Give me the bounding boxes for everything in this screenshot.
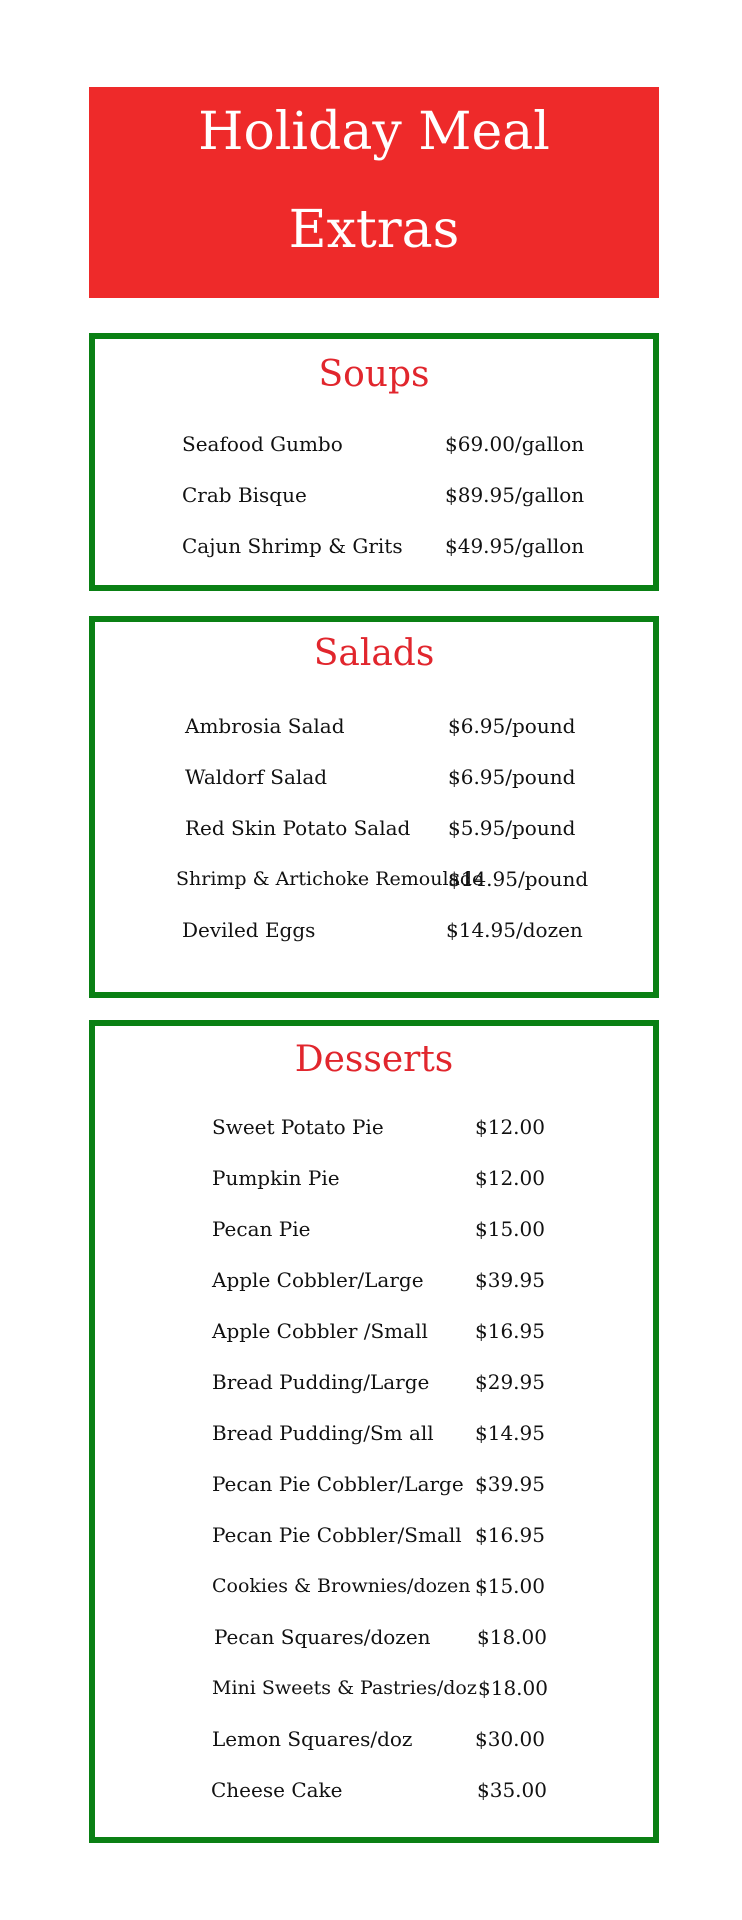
item-price: $69.00/gallon — [445, 432, 585, 456]
item-name: Pecan Pie — [212, 1217, 311, 1241]
item-name: Pecan Pie Cobbler/Small — [212, 1523, 462, 1547]
salads-title: Salads — [313, 633, 435, 674]
item-name: Ambrosia Salad — [185, 714, 345, 738]
item-price: $89.95/gallon — [445, 483, 585, 507]
item-name: Lemon Squares/doz — [212, 1727, 413, 1751]
soups-title: Soups — [318, 354, 430, 395]
item-price: $5.95/pound — [448, 816, 576, 840]
item-price: $6.95/pound — [448, 714, 576, 738]
item-name: Red Skin Potato Salad — [185, 816, 411, 840]
item-price: $14.95/dozen — [446, 918, 583, 942]
item-price: $16.95 — [475, 1523, 545, 1547]
item-name: Mini Sweets & Pastries/doz — [212, 1677, 477, 1699]
item-price: $30.00 — [475, 1727, 545, 1751]
item-price: $14.95 — [475, 1421, 545, 1445]
item-price: $12.00 — [475, 1115, 545, 1139]
item-price: $12.00 — [475, 1166, 545, 1190]
item-name: Cajun Shrimp & Grits — [182, 534, 403, 558]
item-price: $16.95 — [475, 1319, 545, 1343]
item-price: $14.95/pound — [448, 867, 589, 891]
item-price: $15.00 — [475, 1217, 545, 1241]
item-name: Cheese Cake — [211, 1778, 343, 1802]
item-name: Pecan Squares/dozen — [214, 1625, 431, 1649]
item-name: Apple Cobbler /Small — [212, 1319, 428, 1343]
title-banner — [89, 87, 659, 298]
item-price: $6.95/pound — [448, 765, 576, 789]
title-line-1: Holiday Meal — [198, 102, 550, 162]
item-name: Seafood Gumbo — [182, 432, 343, 456]
item-price: $39.95 — [475, 1472, 545, 1496]
item-name: Bread Pudding/Sm all — [212, 1421, 434, 1445]
item-price: $35.00 — [477, 1778, 547, 1802]
item-name: Crab Bisque — [182, 483, 307, 507]
desserts-section — [89, 1020, 659, 1843]
item-price: $18.00 — [478, 1676, 548, 1700]
item-name: Waldorf Salad — [185, 765, 328, 789]
item-price: $15.00 — [475, 1574, 545, 1598]
item-name: Shrimp & Artichoke Remoulade — [176, 868, 484, 890]
item-name: Deviled Eggs — [182, 918, 316, 942]
item-name: Apple Cobbler/Large — [212, 1268, 424, 1292]
salads-section — [89, 616, 659, 998]
item-name: Sweet Potato Pie — [212, 1115, 384, 1139]
item-price: $49.95/gallon — [445, 534, 585, 558]
item-name: Bread Pudding/Large — [212, 1370, 430, 1394]
item-name: Pecan Pie Cobbler/Large — [212, 1472, 464, 1496]
desserts-title: Desserts — [294, 1039, 454, 1080]
item-price: $18.00 — [477, 1625, 547, 1649]
title-line-2: Extras — [288, 200, 460, 260]
item-price: $29.95 — [475, 1370, 545, 1394]
item-name: Cookies & Brownies/dozen — [212, 1575, 471, 1597]
item-price: $39.95 — [475, 1268, 545, 1292]
soups-section — [89, 333, 659, 591]
item-name: Pumpkin Pie — [212, 1166, 340, 1190]
